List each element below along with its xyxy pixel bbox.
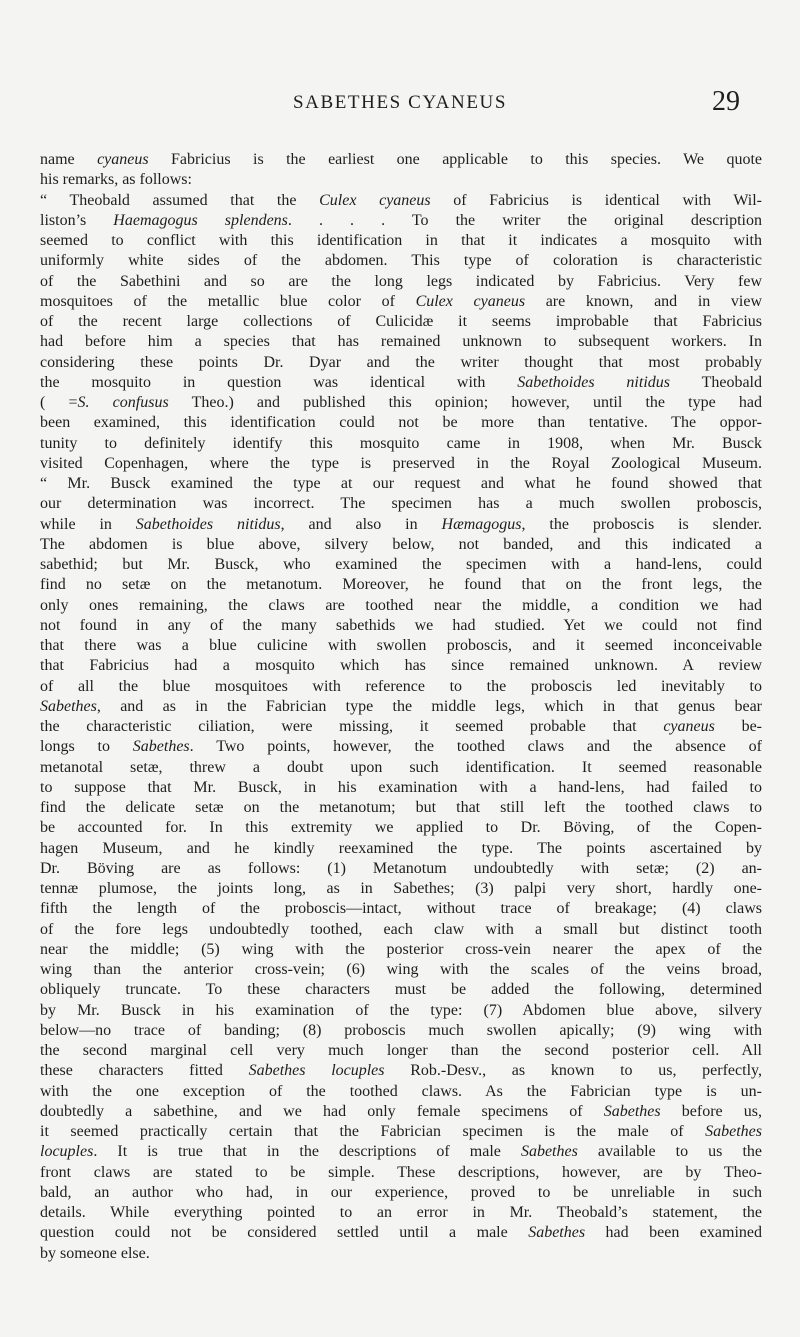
text-run: liston’s [40, 211, 114, 229]
text-line [40, 1142, 762, 1162]
text-run: Rob.-Desv., as known to us, perfectly, [384, 1062, 762, 1080]
italic-run: Sabethes locuples [248, 1062, 385, 1080]
text-run: of Fabricius is identical with Wil- [430, 191, 763, 209]
text-run: Fabricius is the earliest one applicable to this species. We quote [148, 151, 762, 168]
text-run: find no setæ on the metanotum. Moreover, he found that on the front legs, the [40, 576, 762, 594]
italic-run: Hæmagogus [441, 515, 522, 533]
italic-run: Sabethes [528, 1224, 586, 1242]
text-line [40, 373, 762, 393]
text-run: bald, an author who had, in our experience, proved to be unreliable in such [40, 1183, 762, 1201]
text-run: Theo.) and published this opinion; however, until the type had [168, 394, 762, 411]
text-line [40, 616, 762, 636]
text-line [40, 818, 762, 838]
text-line [40, 454, 762, 474]
text-line [40, 656, 762, 676]
text-line [40, 272, 762, 292]
page-header [0, 86, 800, 128]
italic-run: Culex cyaneus [415, 292, 526, 310]
italic-run: Culex cyaneus [319, 191, 431, 209]
text-run: be- [714, 718, 762, 735]
text-line [40, 494, 762, 514]
text-run: considering these points Dr. Dyar and the writer thought that most probably [40, 353, 762, 371]
text-line [40, 1021, 762, 1041]
text-run: mosquitoes of the metallic blue color of [40, 292, 416, 310]
text-run: sabethid; but Mr. Busck, who examined the specimen with a hand-lens, could [40, 556, 762, 573]
text-line [40, 1041, 762, 1061]
text-run: not found in any of the many sabethids we had studied. Yet we could not find [40, 616, 762, 634]
italic-run: Sabethes [520, 1143, 578, 1161]
text-run: uniformly white sides of the abdomen. This type of coloration is characteristic [40, 252, 762, 270]
text-line [40, 737, 762, 757]
text-run: , and as in the Fabrician type the middle legs, which in that genus bear [96, 697, 762, 715]
text-line [40, 1082, 762, 1102]
text-line [40, 312, 762, 332]
text-line [40, 150, 762, 170]
text-run: hagen Museum, and he kindly reexamined the type. The points ascertained by [40, 839, 762, 857]
text-run: seemed to conflict with this identification in that it indicates a mosquito with [40, 232, 762, 249]
text-run: “ Mr. Busck examined the type at our request and what he found showed that [40, 475, 762, 492]
text-run: the characteristic ciliation, were missing, it seemed probable that [40, 718, 664, 735]
italic-run: cyaneus [97, 151, 149, 168]
italic-run: Haemagogus splendens [113, 211, 288, 229]
text-run: visited Copenhagen, where the type is preserved in the Royal Zoological Museum. [40, 454, 762, 472]
text-run: of the Sabethini and so are the long legs indicated by Fabricius. Very few [40, 272, 762, 290]
text-run: had before him a species that has remained unknown to subsequent workers. In [40, 333, 762, 351]
text-run: The abdomen is blue above, silvery below, not banded, and this indicated a [40, 535, 762, 553]
text-line [40, 535, 762, 555]
body-text [40, 150, 762, 1264]
text-line [40, 1223, 762, 1243]
text-run: front claws are stated to be simple. These descriptions, however, are by Theo- [40, 1163, 762, 1181]
text-run: details. While everything pointed to an error in Mr. Theobald’s statement, the [40, 1204, 762, 1221]
text-run: to suppose that Mr. Busck, in his examination with a hand-lens, had failed to [40, 778, 762, 796]
text-run: longs to [40, 738, 133, 756]
text-line [40, 1183, 762, 1203]
text-run: the second marginal cell very much longer than the second posterior cell. All [40, 1042, 762, 1059]
text-run: it seemed practically certain that the Fabrician specimen is the male of [40, 1123, 706, 1140]
text-line [40, 636, 762, 656]
italic-run: Sabethes [603, 1102, 661, 1120]
text-line [40, 191, 762, 211]
text-line [40, 778, 762, 798]
italic-run: cyaneus [663, 718, 715, 735]
text-run: available to us the [577, 1143, 762, 1161]
text-run: that Fabricius had a mosquito which has since remained unknown. A review [40, 657, 762, 675]
text-line [40, 677, 762, 697]
text-line [40, 1122, 762, 1142]
text-run: only ones remaining, the claws are toothed near the middle, a condition we had [40, 596, 762, 614]
italic-run: locuples [40, 1143, 94, 1161]
text-line [40, 292, 762, 312]
text-line [40, 170, 762, 190]
italic-run: Sabethes [40, 697, 97, 715]
italic-run: Sabethes [132, 738, 190, 756]
text-run: Dr. Böving are as follows: (1) Metanotum undoubtedly with setæ; (2) an- [40, 859, 762, 877]
italic-run: Sabethes [705, 1123, 762, 1140]
text-run: are known, and in view [525, 292, 763, 310]
text-run: , and also in [280, 515, 442, 533]
text-run: doubtedly a sabethine, and we had only female specimens of [40, 1102, 604, 1120]
text-run: , the proboscis is slender. [521, 515, 762, 533]
text-run: while in [40, 515, 136, 533]
text-run: near the middle; (5) wing with the posterior cross-vein nearer the apex of the [40, 940, 762, 958]
text-line [40, 758, 762, 778]
text-line [40, 920, 762, 940]
text-line [40, 353, 762, 373]
text-run: Theobald [670, 373, 762, 391]
text-run: . It is true that in the descriptions of male [93, 1143, 521, 1161]
text-line [40, 798, 762, 818]
text-line [40, 960, 762, 980]
text-line [40, 899, 762, 919]
text-line [40, 1061, 762, 1081]
text-run: with the one exception of the toothed claws. As the Fabrician type is un- [40, 1082, 762, 1100]
text-run: name [40, 151, 98, 168]
text-run: our determination was incorrect. The specimen has a much swollen proboscis, [40, 495, 762, 513]
text-line [40, 980, 762, 1000]
text-line [40, 211, 762, 231]
italic-run: Sabethoides nitidus [517, 373, 670, 391]
text-run: by Mr. Busck in his examination of the type: (7) Abdomen blue above, silvery [40, 1001, 762, 1019]
italic-run: S. confusus [77, 394, 169, 411]
text-line [40, 879, 762, 899]
running-head: SABETHES CYANEUS [292, 92, 508, 113]
text-run: the mosquito in question was identical with [40, 373, 518, 391]
text-line [40, 231, 762, 251]
text-line [40, 413, 762, 433]
text-line [40, 555, 762, 575]
text-run: of all the blue mosquitoes with reference to the proboscis led inevitably to [40, 677, 762, 695]
text-line [40, 515, 762, 535]
text-line [40, 1102, 762, 1122]
text-line [40, 1001, 762, 1021]
italic-run: Sabethoides nitidus [135, 515, 281, 533]
text-run: obliquely truncate. To these characters must be added the following, determined [40, 981, 762, 999]
text-line [40, 393, 762, 413]
text-run: . Two points, however, the toothed claws and the absence of [189, 738, 762, 756]
text-run: metanotal setæ, threw a doubt upon such identification. It seemed reasonable [40, 758, 762, 776]
page-number: 29 [712, 86, 740, 117]
text-line [40, 434, 762, 454]
text-run: fifth the length of the proboscis—intact, without trace of breakage; (4) claws [40, 900, 762, 918]
text-run: been examined, this identification could not be more than tentative. The oppor- [40, 414, 762, 432]
text-line [40, 1203, 762, 1223]
text-run: “ Theobald assumed that the [40, 191, 320, 209]
text-run: that there was a blue culicine with swollen proboscis, and it seemed inconceivable [40, 637, 762, 654]
text-run: wing than the anterior cross-vein; (6) wing with the scales of the veins broad, [40, 961, 762, 978]
text-run: of the recent large collections of Culicidæ it seems improbable that Fabricius [40, 313, 762, 330]
text-run: his remarks, as follows: [40, 171, 192, 189]
text-line [40, 1163, 762, 1183]
text-line [40, 940, 762, 960]
text-run: of the fore legs undoubtedly toothed, each claw with a small but distinct tooth [40, 920, 762, 938]
text-run: be accounted for. In this extremity we applied to Dr. Böving, of the Copen- [40, 819, 762, 837]
text-line [40, 575, 762, 595]
text-line [40, 839, 762, 859]
text-run: before us, [660, 1102, 762, 1120]
text-line [40, 859, 762, 879]
text-run: had been examined [585, 1224, 763, 1242]
text-run: these characters fitted [40, 1062, 249, 1080]
text-run: below—no trace of banding; (8) proboscis much swollen apically; (9) wing with [40, 1021, 762, 1039]
text-run: by someone else. [40, 1244, 150, 1262]
text-line [40, 697, 762, 717]
text-run: question could not be considered settled until a male [40, 1224, 529, 1242]
text-run: ( = [40, 394, 78, 411]
text-run: tunity to definitely identify this mosquito came in 1908, when Mr. Busck [40, 434, 762, 452]
text-line [40, 717, 762, 737]
text-run: find the delicate setæ on the metanotum; but that still left the toothed claws to [40, 799, 762, 816]
text-line [40, 1244, 762, 1264]
text-line [40, 474, 762, 494]
text-line [40, 251, 762, 271]
text-run: . . . . To the writer the original description [287, 211, 762, 229]
text-run: tennæ plumose, the joints long, as in Sabethes; (3) palpi very short, hardly one- [40, 880, 762, 897]
text-line [40, 332, 762, 352]
text-line [40, 596, 762, 616]
